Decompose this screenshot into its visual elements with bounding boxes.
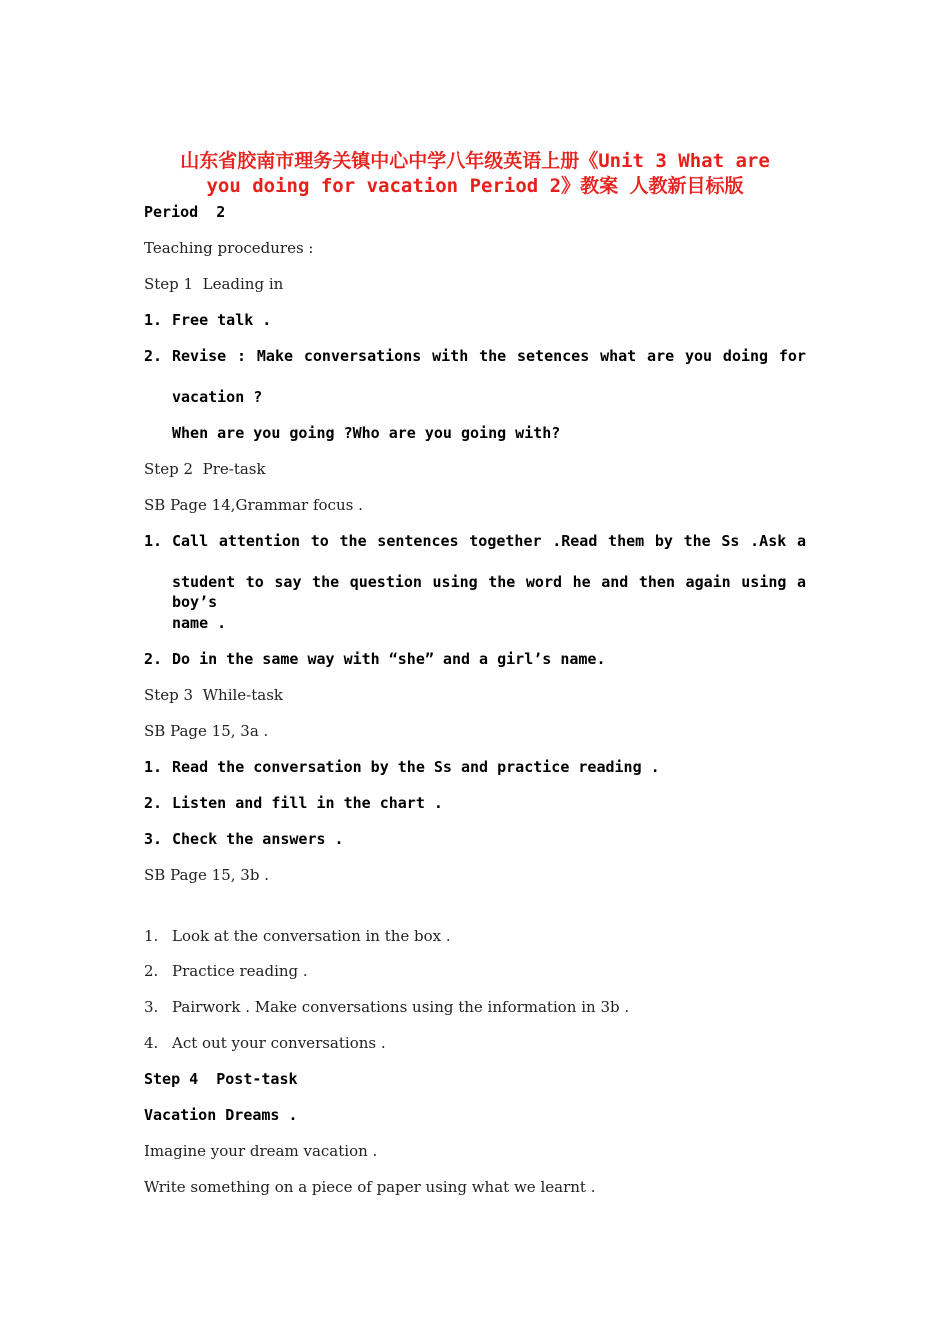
step3b-item4-text: Act out your conversations .: [172, 1034, 386, 1052]
step4-line2: Write something on a piece of paper using what we learnt .: [144, 1178, 596, 1196]
step1-item2-number: 2.: [144, 347, 163, 365]
step4-heading: Step 4 Post-task: [144, 1070, 298, 1088]
step3a-item2-number: 2.: [144, 794, 163, 812]
step3b-item2-number: 2.: [144, 962, 159, 980]
step2-item2-number: 2.: [144, 650, 163, 668]
step3-reference-3b: SB Page 15, 3b .: [144, 866, 269, 884]
step3a-item3-number: 3.: [144, 830, 163, 848]
step3b-item1-text: Look at the conversation in the box .: [172, 927, 451, 945]
step1-item2-questions: When are you going ?Who are you going with?: [172, 424, 561, 442]
step4-line1: Imagine your dream vacation .: [144, 1142, 378, 1160]
step3a-item2-text: Listen and fill in the chart .: [172, 794, 443, 812]
step3b-item1-number: 1.: [144, 927, 159, 945]
step2-reference: SB Page 14,Grammar focus .: [144, 496, 363, 514]
step3b-item3-number: 3.: [144, 998, 159, 1016]
step1-item1-number: 1.: [144, 311, 163, 329]
step1-item2-text: Revise : Make conversations with the setences what are you doing for: [172, 347, 806, 365]
step2-item1-number: 1.: [144, 532, 163, 550]
step4-subheading: Vacation Dreams .: [144, 1106, 298, 1124]
period-label: Period 2: [144, 203, 226, 221]
step2-heading: Step 2 Pre-task: [144, 460, 266, 478]
step1-item1-text: Free talk .: [172, 311, 272, 329]
step3-reference-3a: SB Page 15, 3a .: [144, 722, 269, 740]
step1-item2-continuation: vacation ?: [172, 388, 263, 406]
step3a-item1-number: 1.: [144, 758, 163, 776]
step1-heading: Step 1 Leading in: [144, 275, 284, 293]
step3a-item3-text: Check the answers .: [172, 830, 344, 848]
teaching-procedures-label: Teaching procedures :: [144, 239, 314, 257]
title-line-1: 山东省胶南市理务关镇中心中学八年级英语上册《Unit 3 What are: [180, 150, 770, 172]
step3b-item2-text: Practice reading .: [172, 962, 308, 980]
step3b-item3-text: Pairwork . Make conversations using the information in 3b .: [172, 998, 630, 1016]
step2-item2-text: Do in the same way with “she” and a girl’s name.: [172, 650, 606, 668]
step2-item1-text-line1: Call attention to the sentences together .Read them by the Ss .Ask a: [172, 532, 806, 550]
step2-item1-text-line2: student to say the question using the word he and then again using a boy’s: [172, 573, 806, 611]
step3-heading: Step 3 While-task: [144, 686, 284, 704]
title-line-2: you doing for vacation Period 2》教案 人教新目标版: [206, 175, 744, 197]
step2-item1-text-line3: name .: [172, 614, 227, 632]
step3a-item1-text: Read the conversation by the Ss and practice reading .: [172, 758, 660, 776]
step3b-item4-number: 4.: [144, 1034, 159, 1052]
document-title: [130, 149, 820, 199]
